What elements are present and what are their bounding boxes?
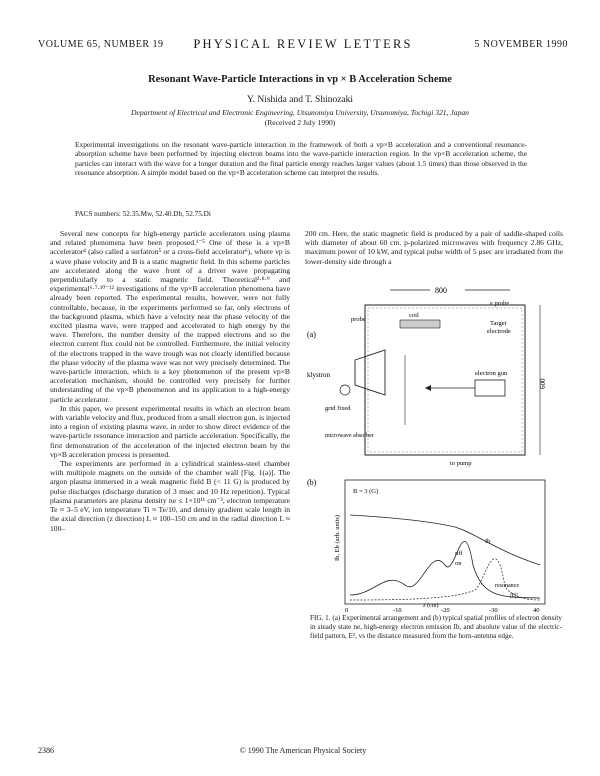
beam-arrow — [425, 385, 431, 391]
x-ticks — [345, 607, 540, 614]
abstract: Experimental investigations on the resonant wave-particle interaction in the framework of both a vp×B acceleration and a conventional resonance-absorption scheme have been performed by injecting electron beams into the wave-particle interaction region. In the vp×B acceleration scheme, the particles can interact with the wave for a longer duration and the final particle energy reaches larger values (about 1.5 times) than those observed in the resonance absorption. A simple model based on the vp×B acceleration scheme can interpret the results. — [75, 140, 527, 177]
x-tick: -30 — [489, 607, 498, 614]
panel-a-label: (a) — [307, 330, 316, 339]
horn-antenna — [355, 350, 385, 395]
x-axis-label: z (cm) — [423, 603, 439, 609]
klystron-label: klystron — [307, 371, 330, 379]
issue-date: 5 NOVEMBER 1990 — [474, 39, 568, 50]
target-label: Target — [490, 320, 507, 327]
coil-label: coil — [409, 312, 419, 319]
page-number: 2386 — [38, 746, 54, 755]
copyright: © 1990 The American Physical Society — [239, 746, 367, 755]
klystron-source — [340, 385, 350, 395]
ib-label: Ib — [485, 538, 491, 545]
left-column — [50, 229, 290, 533]
paragraph: 200 cm. Here, the static magnetic field is produced by a pair of saddle-shaped coils with diameter of about 60 cm. p-polarized microwaves with frequency 2.86 GHz, maximum power of 10 kW, and typical pulse width of 5 μsec are irradiated from the lower-density side through a — [305, 229, 563, 266]
resonance-label: resonance — [495, 583, 519, 589]
absorber-label: microwave absorber — [325, 433, 374, 439]
x-tick: 40 — [533, 607, 540, 614]
on-label: on — [455, 560, 462, 567]
b-field-label: B = 3 (G) — [353, 488, 379, 495]
electron-gun-label: electron gun — [475, 370, 508, 377]
pump-label: to pump — [450, 460, 472, 467]
x-tick: -20 — [441, 607, 450, 614]
volume-number: VOLUME 65, NUMBER 19 — [38, 39, 164, 50]
authors: Y. Nishida and T. Shinozaki — [246, 95, 354, 105]
dim-800-label: 800 — [435, 286, 447, 295]
paragraph: The experiments are performed in a cylindrical stainless-steel chamber with multipole magnets on the outside of the chamber wall [Fig. 1(a)]. The argon plasma immersed in a weak magnetic field B (< 11 G) is produced by pulse discharges (discharge duration of 3 msec and 10 Hz repetition). Typical plasma parameters are plasma density ne ≤ 1×10¹¹ cm⁻³, electron temperature Te ≈ 3–5 eV, ion temperature Ti ≈ Te/10, and density gradient scale length in the axial direction (z direction) L ≈ 100–150 cm and in the radial direction L ≈ 100– — [50, 459, 290, 533]
coil — [400, 320, 440, 328]
off-label: off — [455, 550, 463, 557]
paragraph: Several new concepts for high-energy particle accelerators using plasma and related phenomena have been proposed.¹⁻⁵ One of these is a vp×B accelerator⁴ (also called a surfatron⁵ or a cross-field accelerator⁶), where vp is a wave phase velocity and B is a static magnetic field. In this scheme particles are accelerated along the wave front of a driver wave propagating perpendicularly to a static magnetic field. Theoretical²·⁸·⁹ and experimental⁶·⁷·¹⁰⁻¹² investigations of the vp×B acceleration phenomena have already been reported. The experimental results, however, were not fully controllable, because, in the experiments performed so far, only electrons of the background plasma, which have a velocity near the phase velocity of the excited plasma wave, were trapped and accelerated to high energy by the wave. Therefore, the number density of the trapped electrons and so the electron current flux could not be controlled. Furthermore, the initial velocity of the electrons trapped in the wave trough was not clearly identified because the phase velocity of the plasma wave was not very precisely determined. The wave-particle interaction, which is a key phenomenon of the present vp×B acceleration mechanism, should be controlled very precisely for further understanding of the vp×B phenomenon and its application to a high-energy particle accelerator. — [50, 229, 290, 404]
figure-caption: FIG. 1. (a) Experimental arrangement and (b) typical spatial profiles of electron density in steady state ne, high-energy electron emission Ib, and absolute value of the electric-field pattern, E², vs the distance measured from the horn-antenna edge. — [310, 614, 562, 640]
probe-label: probe — [351, 316, 366, 323]
running-header — [38, 37, 568, 53]
grid-label: grid fixed — [325, 405, 351, 412]
density-curve — [350, 515, 540, 565]
emission-curve — [350, 541, 540, 598]
paper-title: Resonant Wave-Particle Interactions in vp × B Acceleration Scheme — [148, 74, 452, 85]
electrode-label: electrode — [487, 328, 511, 335]
x-tick: 0 — [345, 607, 349, 614]
y-axis-label: Ib, Eb (arb. units) — [334, 514, 341, 561]
dim-600-label: 600 — [539, 378, 547, 389]
paragraph: In this paper, we present experimental results in which an electron beam with variable velocity and flux, produced from a small electron gun, is injected into a region of existing plasma wave, in order to show direct evidence of the wave-particle resonance interaction and particle acceleration. Specifically, the first demonstration of the acceleration of the injected electron beam by the vp×B acceleration process is presented. — [50, 403, 290, 459]
x-tick: -10 — [393, 607, 402, 614]
e2-label: |E|² — [510, 593, 518, 599]
panel-b-label: (b) — [307, 478, 317, 487]
right-column — [305, 229, 563, 266]
received-date: (Received 2 July 1990) — [264, 118, 336, 127]
journal-name: PHYSICAL REVIEW LETTERS — [193, 37, 413, 51]
electron-gun — [475, 380, 505, 396]
figure-1 — [305, 265, 563, 615]
pacs-numbers: PACS numbers: 52.35.Mw, 52.40.Db, 52.75.Di — [75, 210, 211, 218]
affiliation: Department of Electrical and Electronic Engineering, Utsunomiya University, Utsunomiya, Tochigi 321, Japan — [131, 108, 469, 117]
eprobe-label: e probe — [490, 300, 510, 307]
